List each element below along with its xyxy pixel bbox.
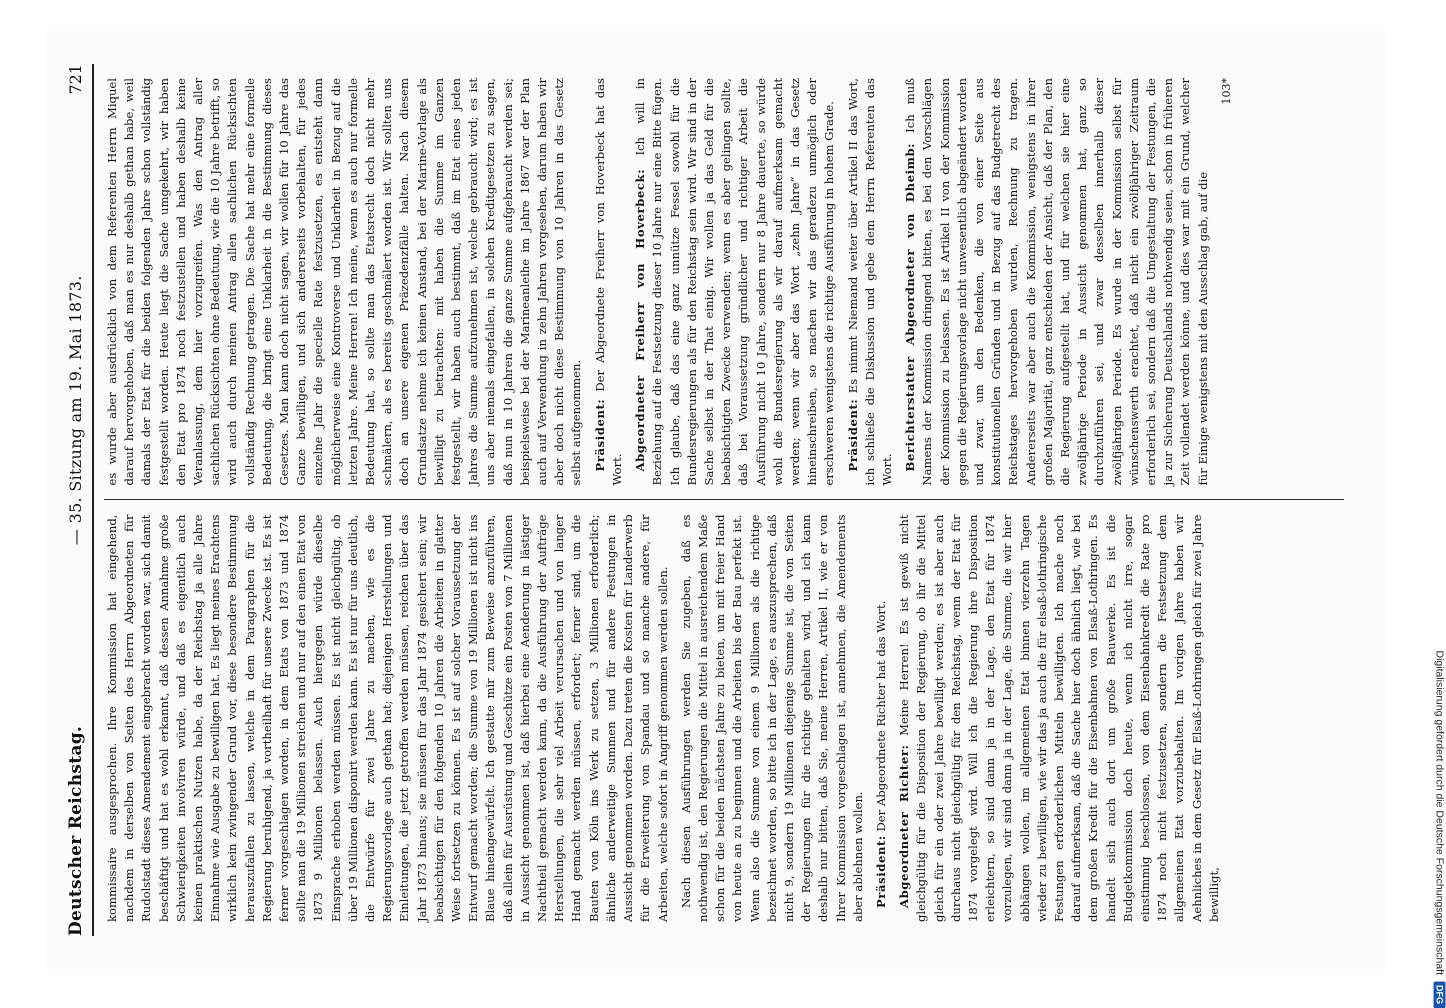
left-column <box>104 501 1344 937</box>
page-number: 721 <box>66 64 85 95</box>
president-remark <box>845 78 897 486</box>
speaker-name: Präsident: <box>592 398 607 472</box>
speech-hoverbeck <box>632 78 838 486</box>
speech-text: Es nimmt Niemand weiter über Artikel II das Wort, ich schließe die Diskussion und gebe dem Herrn Referenten das Wort. <box>845 78 894 486</box>
speaker-name: Präsident: <box>873 835 888 908</box>
president-remark <box>873 515 890 923</box>
text-columns <box>104 64 1344 936</box>
speech-text: Der Abgeordnete Freiherr von Hoverbeck hat das Wort. <box>592 78 624 486</box>
dfg-logo: DFG <box>1434 981 1446 1008</box>
paragraph: kommissaire ausgesprochen. Ihre Kommission hat eingehend, nachdem in derselben von Seiten des Herrn Abgeordneten für Rudolstadt dieses Amendement eingebracht worden war, sich damit beschäftigt und hat es wohl erkannt, daß dessen Annahme große Schwierigkeiten involviren würde, und daß es eigentlich auch keinen praktischen Nutzen habe, da der Reichstag ja alle Jahre Einnahme wie Ausgabe zu bewilligen hat. Es liegt meines Erachtens wirklich kein zwingender Grund vor, diese besondere Bestimmung herauszufallen zu lassen, welche in dem Paragraphen für die Regierung beruhigend, ja vortheilhaft für unsere Zwecke ist. Es ist ferner vorgeschlagen worden, in dem Etats von 1873 und 1874 sollte man die 19 Millionen streichen und nur auf den einen Etat von 1873 9 Millionen belassen. Auch hiergegen würde dieselbe Einsprache erhoben werden müssen. Es ist nicht gleichgültig, ob über 19 Millionen disponirt werden kann. Es ist nur für uns deutlich, die Entwürfe für zwei Jahre zu machen, wie es die Regierungsvorlage auch gethan hat; diejenigen Herstellungen und Einleitungen, die jetzt getroffen werden müssen, reichen über das Jahr 1873 hinaus; sie müssen für das Jahr 1874 gesichert sein; wir beabsichtigen für den folgenden 10 Jahren die Arbeiten in glatter Weise fortsetzen zu können. Es ist auf solcher Voraussetzung der Entwurf gemacht worden; die Summe von 19 Millionen ist nicht ins Blaue hineingewürfelt. Ich gestatte mir zum Beweise anzuführen, daß allein für Ausrüstung und Geschütze ein Posten von 7 Millionen in Aussicht genommen ist, daß hierbei eine Aenderung in lästiger Nachtheil gemacht werden kann, da die Ausführung der Aufträge Herstellungen, die sehr viel Arbeit verursachen und von langer Hand gemacht werden müssen, erfordert; ferner sind, um die Bauten von Köln ins Werk zu setzen, 3 Millionen erforderlich; ähnliche anderweitige Summen und für andere Festungen in Aussicht genommen worden. Dazu treten die Kosten für Landerwerb für die Erweiterung von Spandau und so manche andere, für Arbeiten, welche sofort in Angriff genommen werden sollen. <box>105 514 670 922</box>
paragraph: Nach diesen Ausführungen werden Sie zugeben, daß es nothwendig ist, den Regierungen die Mittel in ausreichendem Maße schon für die beiden nächsten Jahre zu bieten, um mit freier Hand von heute an zu beginnen und die Arbeiten bis der Bau perfekt ist. Wenn also die Summe von einem 9 Millionen als die richtige bezeichnet worden, so bitte ich in der Lage, es auszusprechen, daß nicht 9, sondern 19 Millionen diejenige Summe ist, die von Seiten der Regierungen für die richtige gehalten wird, und ich kann deshalb nur bitten, daß Sie, meine Herren, Artikel II, wie er von Ihrer Kommission vorgeschlagen ist, annehmen, die Amendements aber ablehnen wollen. <box>678 514 865 922</box>
speaker-name: Abgeordneter Freiherr von Hoverbeck: <box>633 168 648 472</box>
paragraph: es wurde aber ausdrücklich von dem Referenten Herrn Miquel darauf hervorgehoben, daß man es nur deshalb gethan habe, weil damals der Etat für die beiden folgenden Jahre schon vollständig festgestellt worden. Heute liegt die Sache umgekehrt, wir haben den Etat pro 1874 noch festzustellen und haben deshalb keine Veranlassung, dem hier vorzugreifen. Was den Antrag aller sachlichen Rücksichten ohne Bedeutung, wie die 10 Jahre betrifft, so wird auch durch meinen Antrag allen sachlichen Rücksichten vollständig Rechnung getragen. Die Sache hat mehr eine formelle Bedeutung, die bringt eine Unklarheit in die Bestimmung dieses Gesetzes. Man kann doch nicht sagen, wir wollen für 10 Jahre das Ganze bewilligen, und sich andererseits vorbehalten, für jedes einzelne Jahr die specielle Rate festzusetzen, es entsteht dann möglicherweise eine Kontroverse und Unklarheit in Bezug auf die letzten Jahre. Meine Herren! Ich meine, wenn es auch nur formelle Bedeutung hat, so sollte man das Etatsrecht doch nicht mehr schmälern, als es bereits geschmälert worden ist. Wir sollten uns doch an unsere eigenen Präzedenzfälle halten. Nach diesem Grundsatze nehme ich keinen Anstand, bei der Marine-Vorlage als bewilligt zu betrachten: mit haben die Summe im Ganzen festgestellt, wir haben auch bestimmt, daß im Etat eines jeden Jahres die Summe aufzunehmen ist, welche gebraucht wird; es ist uns aber niemals eingefallen, in solchen Kreditgesetzen zu sagen, daß nun in 10 Jahren die ganze Summe aufgebraucht werden sei; beispielsweise bei der Marineanleihe im Jahre 1867 war der Plan auch auf Verwendung in zehn Jahren vorgesehen, darum haben wir aber doch nicht diese Bestimmung von 10 Jahren in das Gesetz selbst aufgenommen. <box>105 78 584 486</box>
digitization-credit <box>1434 650 1446 1008</box>
speech-referent <box>902 78 1212 486</box>
speaker-name: Berichterstatter Abgeordneter von Dheimb: <box>903 142 918 472</box>
page-header <box>66 64 94 936</box>
sheet-signature: 103* <box>1219 78 1233 105</box>
newspaper-page <box>46 30 1386 970</box>
speech-richter <box>896 515 1223 923</box>
speech-text: Ich muß Namens der Kommission dringend bitten, es bei den Vorschlägen der Kommission zu belassen. Es ist Artikel II von der Kommission gegen die Regierungsvorlage nicht unwesentlich abgeändert worden und zwar, um den Bedenken, die von einer Seite aus konstitutionellen Gründen und in Bezug auf das Budgetrecht des Reichstages hervorgehoben wurden, Rechnung zu tragen. Andererseits war aber auch die Kommission, wenigstens in ihrer großen Majorität, ganz entschieden der Ansicht, daß der Plan, den die Regierung aufgestellt hat, und für welchen sie hier eine zwölfjährige Periode in Aussicht genommen hat, ganz so durchzuführen sei, und zwar desselben innerhalb dieser zwölfjährigen Periode. Es wurde in der Kommission selbst für wünschenswerth erachtet, daß nicht ein zwölfjähriger Zeitraum erforderlich sei, sondern daß die Umgestaltung der Festungen, die ja zur Sicherung Deutschlands nothwendig seien, schon in früheren Zeit vollendet werden könne, und dies war mit ein Grund, welcher für Einige wenigstens mit den Ausschlag gab, auf die <box>903 78 1210 486</box>
right-column <box>104 64 1344 501</box>
credit-text: Digitalisierung gefördert durch die Deutsche Forschungsgemeinschaft <box>1434 650 1446 975</box>
speech-text: Meine Herren! Es ist gewiß nicht gleichgültig für die Disposition der Regierung, ob ihr die Mittel gleich für ein oder zwei Jahre bewilligt werden; es ist aber auch durchaus nicht gleichgültig für den Reichstag, wenn der Etat für 1874 vorgelegt wird. Will ich die Regierung ihre Disposition erleichtern, so sind dann ja in der Lage, den Etat für 1874 vorzulegen, wir sind dann ja in der Lage, die Summe, die wir hier abhängen wollen, im allgemeinen Etat binnen vierzehn Tagen wieder zu bewilligen, wie wir das ja auch die für elsaß-lothringische Festungen erforderlichen Mitteln bewilligten. Ich mache noch darauf aufmerksam, daß die Sache hier doch ähnlich liegt, wie bei dem großen Kredit für die Eisenbahnen von Elsaß-Lothringen. Es handelt sich auch dort um große Bauwerke. Es ist die Budgetkommission doch heute, wenn ich nicht irre, sogar einstimmig beschlossen, von dem Eisenbahnkredit die Rate pro 1874 noch nicht festzusetzen, sondern die Festsetzung dem allgemeinen Etat vorzubehalten. Im vorigen Jahre haben wir Aehnliches in dem Gesetz für Elsaß-Lothringen gleich für zwei Jahre bewilligt, <box>897 514 1221 922</box>
journal-title: Deutscher Reichstag. <box>66 725 86 936</box>
speaker-name: Präsident: <box>845 398 860 472</box>
president-remark <box>592 78 626 486</box>
session-date: — 35. Sitzung am 19. Mai 1873. <box>66 275 85 546</box>
speech-text: Ich will in Beziehung auf die Festsetzung dieser 10 Jahre nur eine Bitte fügen. Ich glaube, daß das eine ganz unnütze Fessel sowohl für die Bundesregierungen als für den Reichstag sein wird. Wir sind in der Sache selbst in der That einig. Wir wollen ja das Geld für die beabsichtigten Zwecke verwenden; wenn es aber gelingen sollte, daß bei Voraussetzung gründlicher und richtiger Arbeit die Ausführung nicht 10 Jahre, sondern nur 8 Jahre dauerte, so würde wohl die Bundesregierung als wir darauf aufmerksam gemacht werden; wenn wir aber das Wort „zehn Jahre“ in das Gesetz hineinschreiben, so machen wir das geradezu unmöglich oder erschweren wenigstens die richtige Ausführung in hohem Grade. <box>633 78 837 486</box>
speaker-name: Abgeordneter Richter: <box>897 744 912 908</box>
speech-text: Der Abgeordnete Richter hat das Wort. <box>873 600 888 832</box>
